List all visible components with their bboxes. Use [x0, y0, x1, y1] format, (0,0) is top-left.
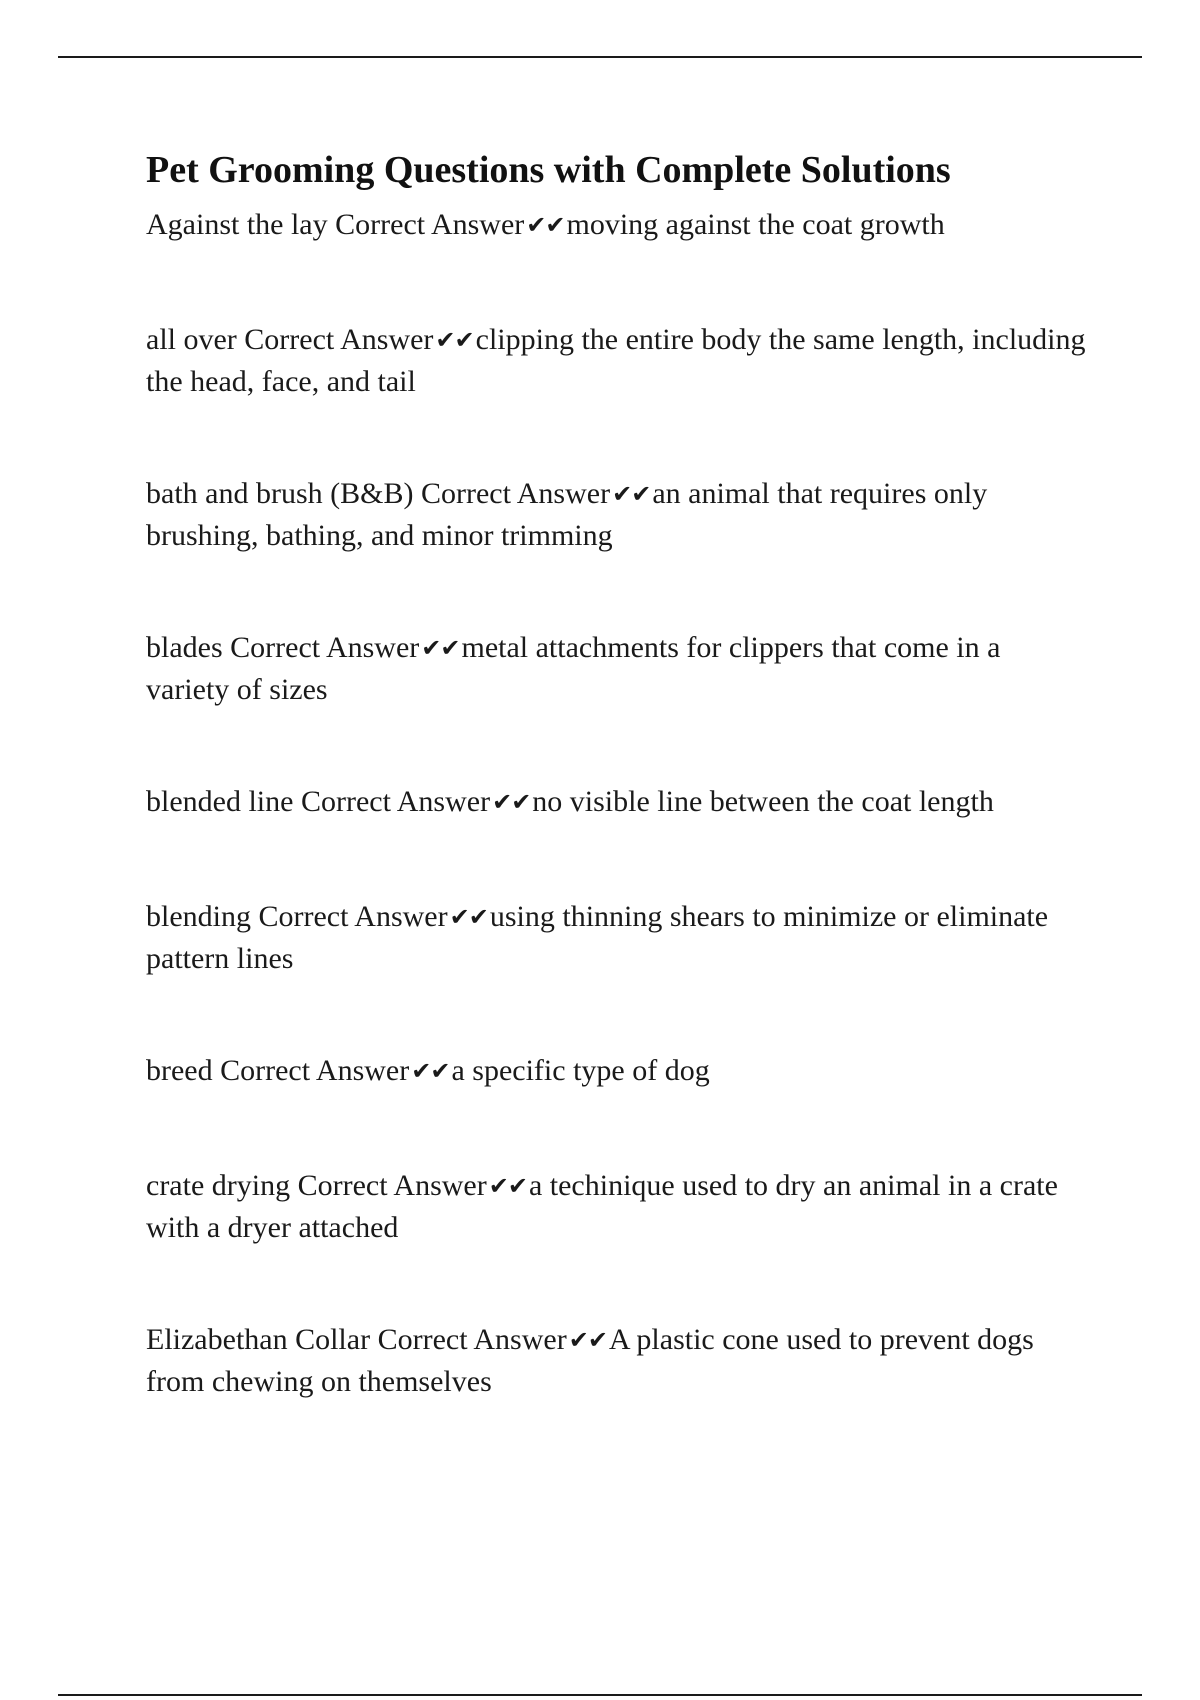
double-check-icon: ✔✔	[492, 788, 531, 816]
entry-term: Against the lay	[146, 208, 328, 241]
footer-rule	[58, 1694, 1142, 1696]
answer-label: Correct Answer	[220, 1054, 410, 1087]
entry-definition: a techinique used to dry an animal in a crate with a dryer attached	[146, 1169, 1058, 1244]
qa-entry	[146, 1165, 1086, 1248]
double-check-icon: ✔✔	[488, 1172, 527, 1200]
entry-definition: using thinning shears to minimize or eliminate pattern lines	[146, 900, 1049, 975]
answer-label: Correct Answer	[230, 631, 420, 664]
answer-label: Correct Answer	[297, 1169, 487, 1202]
answer-label: Correct Answer	[300, 785, 491, 818]
answer-label: Correct Answer	[377, 1323, 567, 1356]
qa-entry	[146, 1319, 1086, 1402]
answer-label: Correct Answer	[335, 208, 525, 241]
header-rule	[58, 56, 1142, 58]
entry-definition: A plastic cone used to prevent dogs from chewing on themselves	[146, 1323, 1034, 1398]
double-check-icon: ✔✔	[421, 634, 460, 662]
entry-term: crate drying	[146, 1169, 291, 1202]
document-body	[146, 146, 1086, 1473]
qa-entry	[146, 473, 1086, 556]
answer-label: Correct Answer	[258, 900, 448, 933]
qa-entry	[146, 204, 1086, 246]
document-title: Pet Grooming Questions with Complete Solutions	[146, 149, 951, 191]
answer-label: Correct Answer	[244, 323, 434, 356]
entry-definition: a specific type of dog	[451, 1054, 710, 1087]
entry-term: blades	[146, 631, 223, 664]
entry-term: all over	[146, 323, 237, 356]
qa-entry	[146, 896, 1086, 979]
qa-entry	[146, 781, 1086, 823]
qa-entry	[146, 627, 1086, 710]
entry-term: blended line	[146, 785, 294, 818]
double-check-icon: ✔✔	[449, 903, 488, 931]
double-check-icon: ✔✔	[435, 326, 474, 354]
entry-definition: no visible line between the coat length	[532, 785, 994, 818]
qa-entry	[146, 319, 1086, 402]
entry-term: blending	[146, 900, 251, 933]
entry-definition: an animal that requires only brushing, bathing, and minor trimming	[146, 477, 988, 552]
double-check-icon: ✔✔	[568, 1326, 607, 1354]
qa-entry	[146, 1050, 1086, 1092]
entry-term: bath and brush (B&B)	[146, 477, 414, 510]
double-check-icon: ✔✔	[411, 1057, 450, 1085]
entry-definition: metal attachments for clippers that come in a variety of sizes	[146, 631, 1001, 706]
entry-term: breed	[146, 1054, 213, 1087]
double-check-icon: ✔✔	[526, 211, 565, 239]
double-check-icon: ✔✔	[612, 480, 651, 508]
entry-term: Elizabethan Collar	[146, 1323, 371, 1356]
entry-definition: moving against the coat growth	[566, 208, 945, 241]
answer-label: Correct Answer	[420, 477, 611, 510]
entry-definition: clipping the entire body the same length, including the head, face, and tail	[146, 323, 1086, 398]
